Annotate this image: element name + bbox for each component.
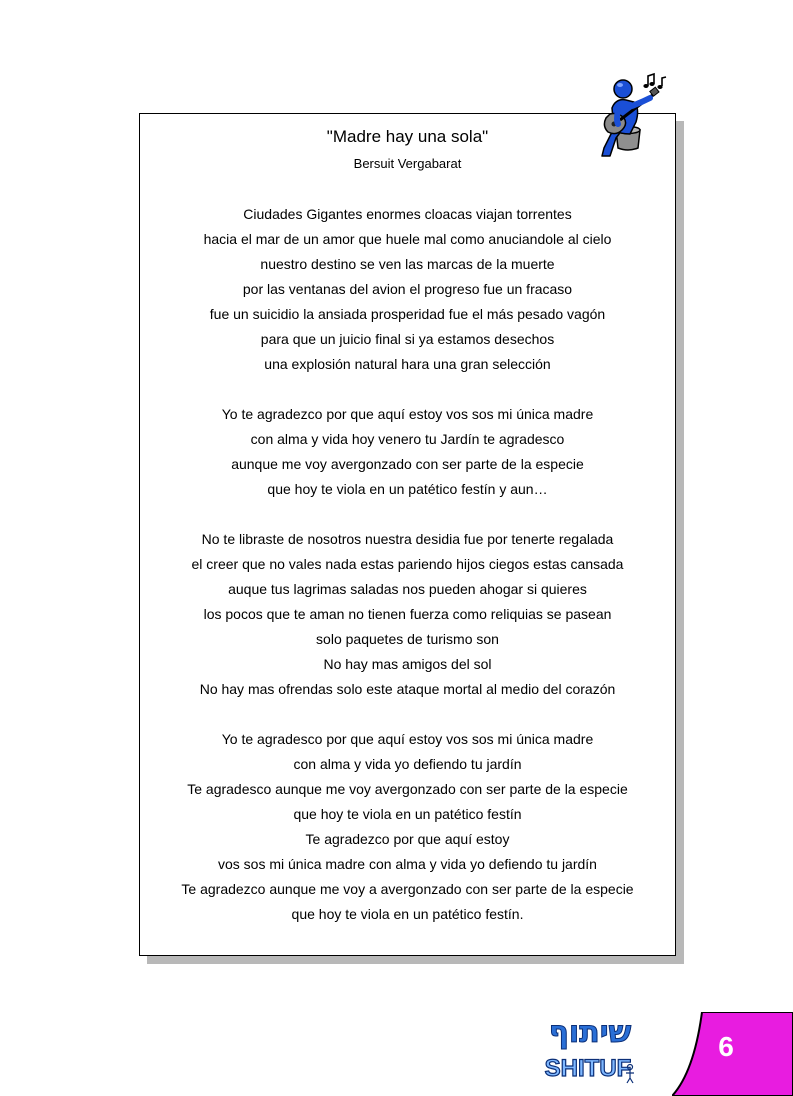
- lyric-line: nuestro destino se ven las marcas de la muerte: [260, 256, 555, 272]
- logo-latin-text: SHITUF: [544, 1055, 632, 1082]
- verse: [140, 202, 675, 377]
- verse: [140, 527, 675, 702]
- lyric-line: para que un juicio final si ya estamos desechos: [260, 331, 555, 347]
- lyric-line: Te agradezco aunque me voy a avergonzado con ser parte de la especie: [181, 881, 634, 897]
- logo-hebrew-text: שיתוף: [548, 1015, 632, 1050]
- lyric-line: Ciudades Gigantes enormes cloacas viajan torrentes: [243, 206, 572, 222]
- verse: [140, 727, 675, 927]
- lyric-line: Yo te agradezco por que aquí estoy vos sos mi única madre: [221, 406, 594, 422]
- lyrics-box: [139, 113, 676, 956]
- page-number: 6: [718, 1031, 734, 1062]
- lyric-line: por las ventanas del avion el progreso fue un fracaso: [242, 281, 573, 297]
- lyric-line: No hay mas ofrendas solo este ataque mortal al medio del corazón: [199, 681, 616, 697]
- lyric-line: que hoy te viola en un patético festín.: [291, 906, 524, 922]
- lyric-line: No te libraste de nosotros nuestra desidia fue por tenerte regalada: [201, 531, 614, 547]
- lyric-line: con alma y vida yo defiendo tu jardín: [293, 756, 522, 772]
- song-title: "Madre hay una sola": [326, 127, 489, 146]
- lyric-line: hacia el mar de un amor que huele mal como anuciandole al cielo: [203, 231, 612, 247]
- verse: [140, 402, 675, 502]
- song-artist: Bersuit Vergabarat: [353, 156, 462, 171]
- lyric-line: una explosión natural hara una gran selección: [264, 356, 551, 372]
- lyric-line: aunque me voy avergonzado con ser parte de la especie: [231, 456, 584, 472]
- lyric-line: Te agradezco por que aquí estoy: [305, 831, 510, 847]
- lyric-line: con alma y vida hoy venero tu Jardín te agradesco: [250, 431, 565, 447]
- lyric-line: Yo te agradesco por que aquí estoy vos sos mi única madre: [221, 731, 594, 747]
- lyric-line: que hoy te viola en un patético festín: [293, 806, 522, 822]
- shituf-logo: [540, 1012, 640, 1086]
- lyric-line: los pocos que te aman no tienen fuerza como reliquias se pasean: [203, 606, 612, 622]
- lyric-line: solo paquetes de turismo son: [316, 631, 499, 647]
- guitar-player-icon: [596, 72, 676, 162]
- music-notes-icon: [643, 74, 666, 89]
- lyric-line: No hay mas amigos del sol: [323, 656, 492, 672]
- lyric-line: vos sos mi única madre con alma y vida yo defiendo tu jardín: [218, 856, 597, 872]
- lyrics: [140, 202, 675, 952]
- lyric-line: Te agradesco aunque me voy avergonzado con ser parte de la especie: [187, 781, 628, 797]
- lyric-line: fue un suicidio la ansiada prosperidad fue el más pesado vagón: [209, 306, 606, 322]
- lyric-line: auque tus lagrimas saladas nos pueden ahogar si quieres: [228, 581, 587, 597]
- lyric-line: que hoy te viola en un patético festín y aun…: [267, 481, 548, 497]
- lyric-line: el creer que no vales nada estas pariendo hijos ciegos estas cansada: [191, 556, 624, 572]
